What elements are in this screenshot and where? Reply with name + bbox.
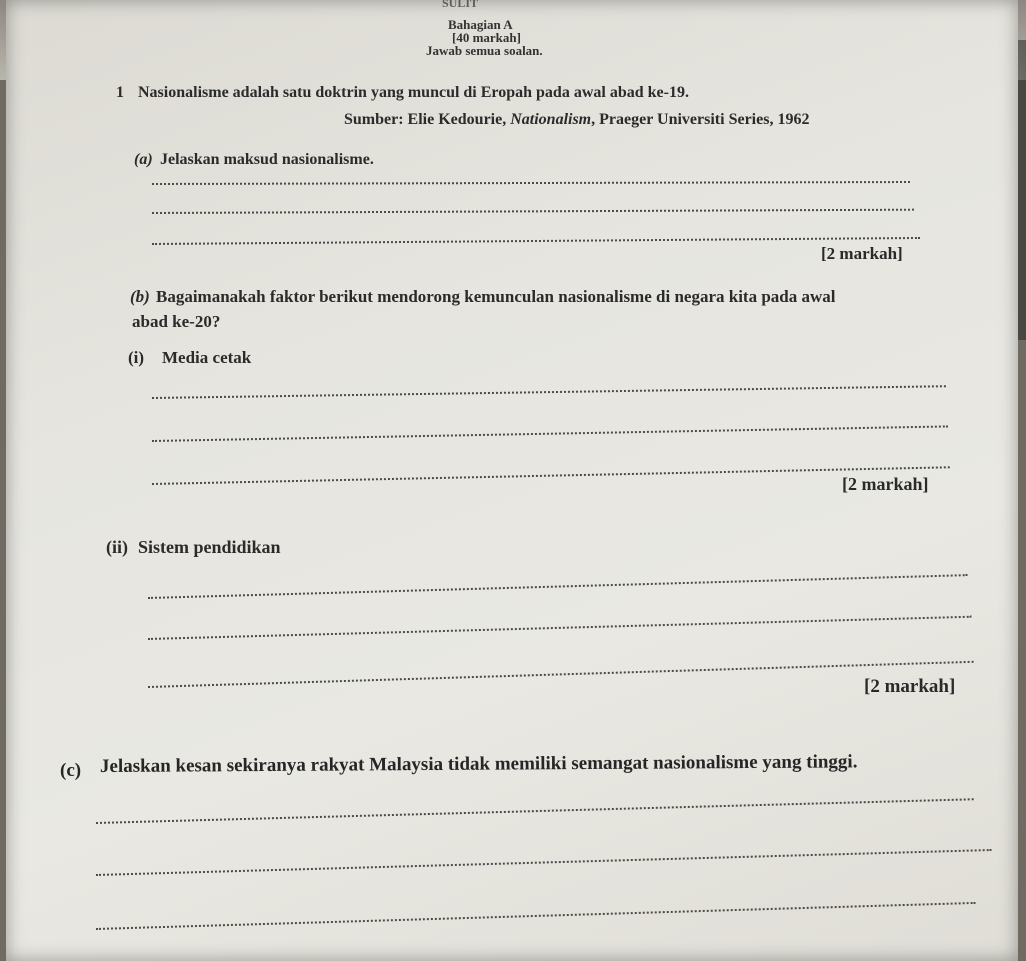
section-instruction: Jawab semua soalan. — [426, 43, 543, 58]
sub-ii-marks: [2 markah] — [864, 676, 956, 697]
part-b-question-cont: abad ke-20? — [132, 312, 221, 331]
answer-line — [152, 209, 914, 214]
part-b-label: (b) — [130, 287, 150, 306]
section-title: Bahagian A — [448, 17, 513, 32]
sub-i-marks: [2 markah] — [842, 474, 929, 494]
answer-line — [152, 466, 950, 485]
part-a-marks: [2 markah] — [821, 244, 903, 263]
part-c-label: (c) — [60, 760, 82, 781]
exam-paper — [6, 0, 1018, 961]
sub-ii-label: (ii) — [106, 537, 128, 557]
source-title: Nationalism — [510, 111, 592, 128]
sub-i-title: Media cetak — [162, 348, 252, 367]
source-citation: Sumber: Elie Kedourie, Nationalism, Praeger Universiti Series, 1962 — [344, 111, 810, 128]
part-b-question: Bagaimanakah faktor berikut mendorong kemunculan nasionalisme di negara kita pada awal — [156, 287, 836, 306]
sub-ii-title: Sistem pendidikan — [138, 537, 281, 557]
part-c-question: Jelaskan kesan sekiranya rakyat Malaysia tidak memiliki semangat nasionalisme yang tinggi. — [99, 751, 858, 777]
answer-line — [148, 574, 968, 599]
answer-line — [152, 425, 948, 442]
part-a-label: (a) — [134, 151, 153, 168]
part-a-question: Jelaskan maksud nasionalisme. — [160, 151, 374, 168]
question-number: 1 — [116, 84, 124, 101]
answer-line — [148, 616, 972, 640]
answer-line — [152, 385, 946, 399]
question-stem: Nasionalisme adalah satu doktrin yang muncul di Eropah pada awal abad ke-19. — [138, 84, 689, 101]
answer-line — [96, 798, 974, 824]
answer-line — [96, 849, 992, 876]
page-top-fragment: SULIT — [442, 0, 479, 10]
answer-line — [152, 237, 920, 245]
answer-line — [148, 661, 974, 688]
answer-line — [152, 181, 910, 185]
sub-i-label: (i) — [128, 348, 145, 367]
section-marks: [40 markah] — [452, 30, 521, 45]
answer-line — [96, 902, 976, 930]
